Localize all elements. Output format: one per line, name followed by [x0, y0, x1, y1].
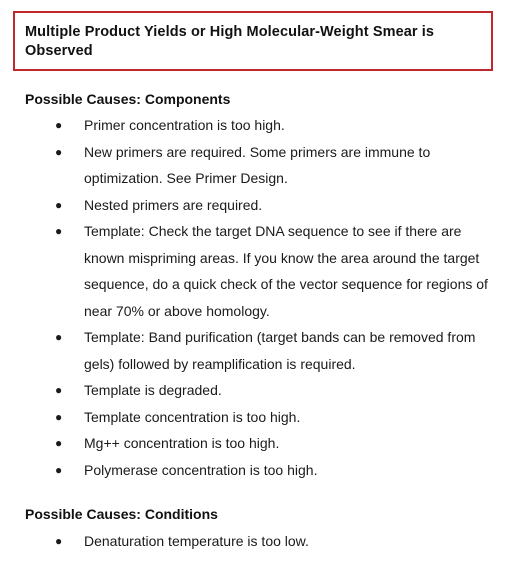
- list-item-text: Polymerase concentration is too high.: [84, 461, 318, 478]
- page-title: Multiple Product Yields or High Molecular-Weight Smear is Observed: [25, 24, 435, 59]
- list-item: [0, 430, 527, 457]
- list-item-text: Primer concentration is too high.: [84, 117, 285, 133]
- list-item-text: Denaturation temperature is too low.: [84, 533, 309, 549]
- list-item: [0, 192, 527, 219]
- bullet-icon: ●: [55, 224, 63, 238]
- list-item: [0, 112, 527, 139]
- list-item: [0, 528, 527, 555]
- bullet-icon: ●: [55, 409, 63, 424]
- section-heading-conditions: Possible Causes: Conditions: [25, 506, 218, 522]
- bullet-icon: ●: [55, 144, 63, 159]
- list-item-text: Template is degraded.: [84, 382, 222, 398]
- bullet-icon: ●: [55, 330, 63, 344]
- list-item: [0, 218, 527, 324]
- conditions-list: [0, 528, 527, 555]
- list-item-text: Template: Check the target DNA sequence to see if there are known mispriming areas. If you know the area around the target sequence, do a quick check of the vector sequence for regions of near 70% or above homology.: [84, 223, 488, 319]
- bullet-icon: ●: [55, 462, 63, 477]
- section-heading-components: Possible Causes: Components: [25, 91, 231, 107]
- bullet-icon: ●: [55, 118, 63, 132]
- list-item-text: Template concentration is too high.: [84, 408, 301, 425]
- bullet-icon: ●: [55, 534, 63, 548]
- list-item-text: Template: Band purification (target bands can be removed from gels) followed by reamplification is required.: [84, 329, 476, 372]
- bullet-icon: ●: [55, 436, 63, 450]
- bullet-icon: ●: [55, 383, 63, 397]
- title-box: [13, 11, 493, 71]
- list-item: [0, 324, 527, 377]
- bullet-icon: ●: [55, 197, 63, 212]
- list-item-text: New primers are required. Some primers are immune to optimization. See Primer Design.: [84, 143, 431, 186]
- list-item: [0, 457, 527, 484]
- list-item: [0, 377, 527, 404]
- components-list: [0, 112, 527, 483]
- list-item: [0, 139, 527, 192]
- list-item-text: Nested primers are required.: [84, 196, 263, 213]
- list-item: [0, 404, 527, 431]
- list-item-text: Mg++ concentration is too high.: [84, 435, 280, 451]
